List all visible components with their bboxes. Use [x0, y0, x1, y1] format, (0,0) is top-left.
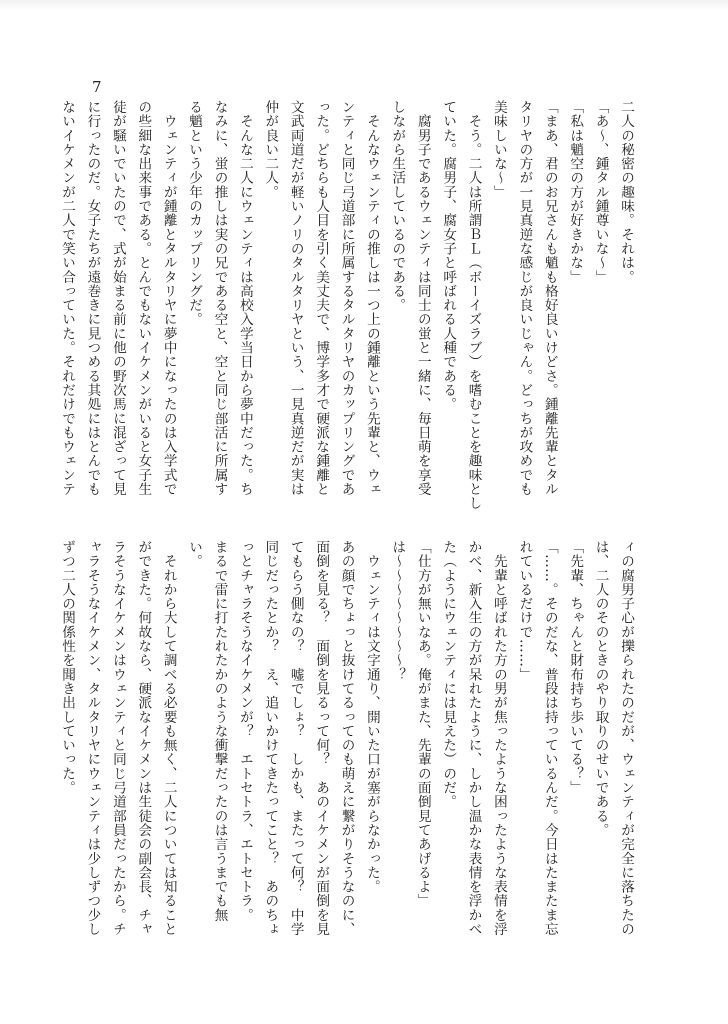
text-column: の些細な出来事である。とんでもないイケメンがいると女子生 — [135, 100, 152, 497]
text-column: 同じだったとか？ え、追いかけてきたってこと？ あのちょ — [262, 540, 279, 937]
text-column: てもらう側なの？ 嘘でしょ？ しかも、またって何？ 中学 — [287, 540, 304, 937]
text-block-upper — [54, 100, 638, 511]
text-column: 「先輩、ちゃんと財布持ち歩いてる？」 — [567, 540, 584, 795]
text-column: 腐男子であるウェンティは同士の蛍と一緒に、毎日萌を享受 — [414, 100, 431, 497]
text-column: 二人の秘密の趣味。それは。 — [618, 100, 634, 284]
text-column: かべ、新入生の方が呆れたように、しかし温かな表情を浮かべ — [465, 540, 482, 937]
text-column: は〜〜〜〜〜〜〜〜？ — [389, 540, 406, 682]
text-column: ィの腐男子心が擽られたのだが、ウェンティが完全に落ちたの — [618, 540, 634, 937]
text-column: 「仕方が無いなあ。俺がまた、先輩の面倒見てあげるよ」 — [414, 540, 431, 908]
text-column: そう。二人は所謂ＢＬ（ボーイズラブ）を嗜むことを趣味とし — [465, 100, 482, 511]
text-column: れているだけで……」 — [516, 540, 533, 682]
text-column: 「あ〜、鍾タル鍾尊いな〜」 — [592, 100, 609, 284]
text-column: しながら生活しているのである。 — [389, 100, 406, 313]
text-column: あの顔でちょっと抜けてるってのも萌えに繋がりそうなのに、 — [338, 540, 355, 937]
text-column: 「……。そのだな、普段は持っているんだ。今日はたまたま忘 — [541, 540, 558, 937]
text-column: そんなウェンティの推しは一つ上の鍾離という先輩と、ウェ — [363, 100, 380, 497]
text-block-lower — [54, 540, 638, 950]
text-column: た（ようにウェンティには見えた）のだ。 — [440, 540, 457, 809]
text-column: それから大して調べる必要も無く、二人については知ること — [160, 540, 177, 937]
text-column: ウェンティが鍾離とタルタリヤに夢中になったのは入学式で — [160, 100, 177, 497]
text-column: ていた。腐男子、腐女子と呼ばれる人種である。 — [440, 100, 457, 412]
text-column: なみに、蛍の推しは実の兄である空と、空と同じ部活に所属す — [211, 100, 228, 497]
text-column: 文武両道だが軽いノリのタルタリヤという、一見真逆だが実は — [287, 100, 304, 497]
text-column: 面倒を見る？ 面倒を見るって何？ あのイケメンが面倒を見 — [313, 540, 330, 937]
text-column: に行ったのだ。女子たちが遠巻きに見つめる其処にはとんでも — [84, 100, 101, 497]
page-number: 7 — [92, 78, 102, 96]
text-column: ができた。何故なら、硬派なイケメンは生徒会の副会長、チャ — [135, 540, 152, 937]
text-column: 「私は魈空の方が好きかな」 — [567, 100, 584, 284]
text-column: 徒が騒いでいたので、式が始まる前に他の野次馬に混ざって見 — [109, 100, 126, 497]
text-column: っとチャラそうなイケメンが？ エトセトラ、エトセトラ。 — [236, 540, 253, 923]
text-column: ウェンティは文字通り、開いた口が塞がらなかった。 — [363, 540, 380, 894]
text-column: 「まあ、君のお兄さんも魈も格好良いけどさ。鍾離先輩とタル — [541, 100, 558, 497]
text-column: は、二人のそのときのやり取りのせいである。 — [592, 540, 609, 838]
text-column: ずつ二人の関係性を聞き出していった。 — [59, 540, 76, 795]
text-column: る魈という少年のカップリングだ。 — [186, 100, 203, 327]
text-column: そんな二人にウェンティは高校入学当日から夢中だった。ち — [236, 100, 253, 497]
text-column: ないイケメンが二人で笑い合っていた。それだけでもウェンテ — [59, 100, 76, 497]
text-column: ラそうなイケメンはウェンティと同じ弓道部員だったから。チ — [109, 540, 126, 937]
text-column: 美味しいな〜」 — [490, 100, 507, 200]
text-column: った。どちらも人目を引く美丈夫で、博学多才で硬派な鍾離と — [313, 100, 330, 497]
text-column: 仲が良い二人。 — [262, 100, 279, 200]
text-column: タリヤの方が一見真逆な感じが良いじゃん。どっちが攻めでも — [516, 100, 533, 497]
text-column: 先輩と呼ばれた方の男が焦ったような困ったような表情を浮 — [490, 540, 507, 937]
text-column: まるで雷に打たれたかのような衝撃だったのは言うまでも無 — [211, 540, 228, 923]
text-column: い。 — [186, 540, 203, 569]
text-column: ンティと同じ弓道部に所属するタルタリヤのカップリングであ — [338, 100, 355, 497]
text-column: ャラそうなイケメン、タルタリヤにウェンティは少しずつ少し — [84, 540, 101, 937]
